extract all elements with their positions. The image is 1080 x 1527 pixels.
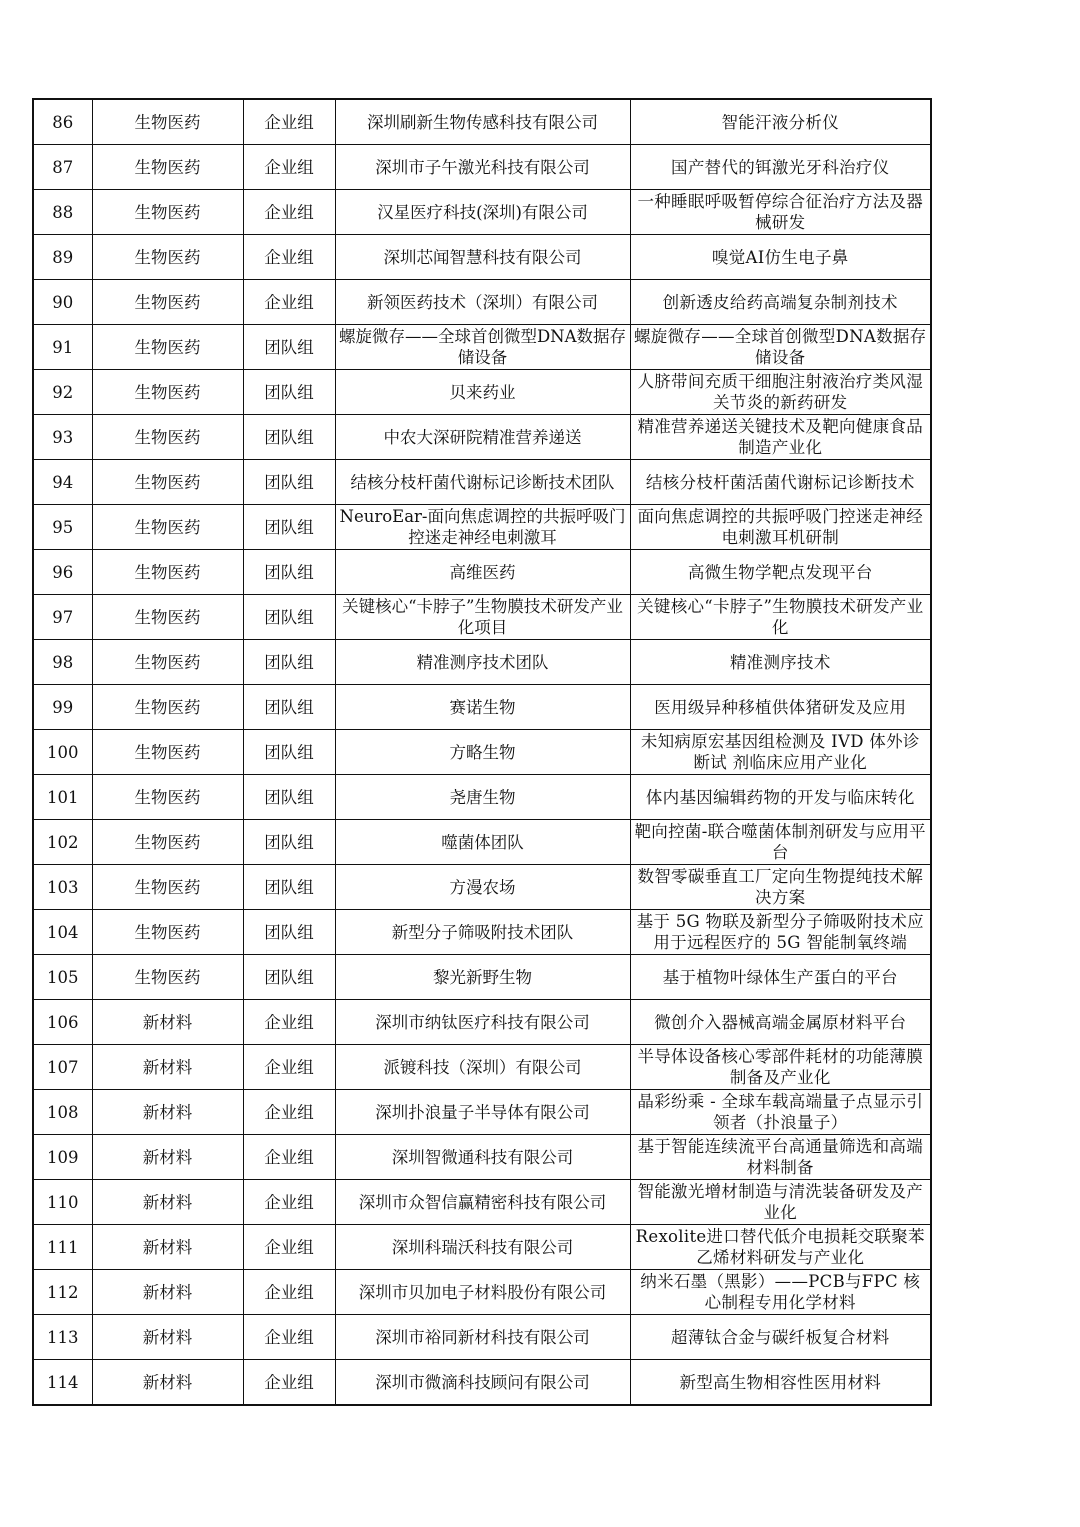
group-cell: 企业组 (243, 1000, 335, 1045)
row-number-cell: 104 (33, 910, 92, 955)
group-cell: 企业组 (243, 1090, 335, 1135)
field-cell: 新材料 (92, 1000, 243, 1045)
entity-name-cell: 深圳市贝加电子材料股份有限公司 (335, 1270, 630, 1315)
table-row (33, 1045, 931, 1090)
entity-name-cell: 结核分枝杆菌代谢标记诊断技术团队 (335, 460, 630, 505)
table-row (33, 370, 931, 415)
field-cell: 新材料 (92, 1360, 243, 1406)
row-number-cell: 107 (33, 1045, 92, 1090)
row-number-cell: 96 (33, 550, 92, 595)
project-name-cell: 国产替代的铒激光牙科治疗仪 (630, 145, 931, 190)
field-cell: 生物医药 (92, 235, 243, 280)
table-row (33, 505, 931, 550)
entity-name-cell: 精准测序技术团队 (335, 640, 630, 685)
entity-name-cell: 深圳扑浪量子半导体有限公司 (335, 1090, 630, 1135)
entity-name-cell: 汉星医疗科技(深圳)有限公司 (335, 190, 630, 235)
table-row (33, 550, 931, 595)
row-number-cell: 113 (33, 1315, 92, 1360)
field-cell: 生物医药 (92, 910, 243, 955)
entity-name-cell: 中农大深研院精准营养递送 (335, 415, 630, 460)
table-row (33, 595, 931, 640)
entity-name-cell: 深圳市纳钛医疗科技有限公司 (335, 1000, 630, 1045)
row-number-cell: 95 (33, 505, 92, 550)
table-row (33, 730, 931, 775)
field-cell: 新材料 (92, 1045, 243, 1090)
project-name-cell: 智能激光增材制造与清洗装备研发及产业化 (630, 1180, 931, 1225)
project-name-cell: 面向焦虑调控的共振呼吸门控迷走神经电刺激耳机研制 (630, 505, 931, 550)
table-row (33, 1135, 931, 1180)
row-number-cell: 102 (33, 820, 92, 865)
field-cell: 新材料 (92, 1135, 243, 1180)
field-cell: 生物医药 (92, 370, 243, 415)
group-cell: 团队组 (243, 865, 335, 910)
field-cell: 生物医药 (92, 460, 243, 505)
project-name-cell: 螺旋微存——全球首创微型DNA数据存储设备 (630, 325, 931, 370)
table-row (33, 685, 931, 730)
project-name-cell: 未知病原宏基因组检测及 IVD 体外诊断试 剂临床应用产业化 (630, 730, 931, 775)
group-cell: 团队组 (243, 820, 335, 865)
project-name-cell: 精准营养递送关键技术及靶向健康食品制造产业化 (630, 415, 931, 460)
project-name-cell: 微创介入器械高端金属原材料平台 (630, 1000, 931, 1045)
project-name-cell: 体内基因编辑药物的开发与临床转化 (630, 775, 931, 820)
row-number-cell: 111 (33, 1225, 92, 1270)
table-row (33, 955, 931, 1000)
row-number-cell: 109 (33, 1135, 92, 1180)
table-row (33, 1360, 931, 1406)
group-cell: 团队组 (243, 640, 335, 685)
entity-name-cell: 螺旋微存——全球首创微型DNA数据存储设备 (335, 325, 630, 370)
table-row (33, 235, 931, 280)
entity-name-cell: 深圳科瑞沃科技有限公司 (335, 1225, 630, 1270)
entity-name-cell: 深圳刷新生物传感科技有限公司 (335, 99, 630, 145)
entity-name-cell: 深圳市众智信赢精密科技有限公司 (335, 1180, 630, 1225)
project-name-cell: 新型高生物相容性医用材料 (630, 1360, 931, 1406)
project-name-cell: 靶向控菌-联合噬菌体制剂研发与应用平台 (630, 820, 931, 865)
field-cell: 新材料 (92, 1225, 243, 1270)
table-row (33, 460, 931, 505)
project-name-cell: 创新透皮给药高端复杂制剂技术 (630, 280, 931, 325)
group-cell: 团队组 (243, 955, 335, 1000)
project-name-cell: 医用级异种移植供体猪研发及应用 (630, 685, 931, 730)
table-row (33, 775, 931, 820)
field-cell: 新材料 (92, 1180, 243, 1225)
field-cell: 生物医药 (92, 865, 243, 910)
entity-name-cell: 噬菌体团队 (335, 820, 630, 865)
group-cell: 团队组 (243, 460, 335, 505)
field-cell: 生物医药 (92, 550, 243, 595)
project-name-cell: 半导体设备核心零部件耗材的功能薄膜制备及产业化 (630, 1045, 931, 1090)
field-cell: 生物医药 (92, 640, 243, 685)
project-name-cell: 基于 5G 物联及新型分子筛吸附技术应用于远程医疗的 5G 智能制氧终端 (630, 910, 931, 955)
group-cell: 团队组 (243, 685, 335, 730)
row-number-cell: 93 (33, 415, 92, 460)
entity-name-cell: 方漫农场 (335, 865, 630, 910)
entity-name-cell: 深圳市微滴科技顾问有限公司 (335, 1360, 630, 1406)
group-cell: 团队组 (243, 910, 335, 955)
project-name-cell: 超薄钛合金与碳纤板复合材料 (630, 1315, 931, 1360)
table-row (33, 99, 931, 145)
table-row (33, 1090, 931, 1135)
row-number-cell: 86 (33, 99, 92, 145)
project-name-cell: 高微生物学靶点发现平台 (630, 550, 931, 595)
entries-table-body (33, 99, 931, 1405)
entity-name-cell: 深圳市裕同新材科技有限公司 (335, 1315, 630, 1360)
row-number-cell: 105 (33, 955, 92, 1000)
row-number-cell: 99 (33, 685, 92, 730)
table-row (33, 145, 931, 190)
table-row (33, 325, 931, 370)
field-cell: 生物医药 (92, 595, 243, 640)
project-name-cell: 精准测序技术 (630, 640, 931, 685)
table-row (33, 910, 931, 955)
row-number-cell: 87 (33, 145, 92, 190)
group-cell: 企业组 (243, 1180, 335, 1225)
field-cell: 生物医药 (92, 685, 243, 730)
project-name-cell: 嗅觉AI仿生电子鼻 (630, 235, 931, 280)
table-row (33, 640, 931, 685)
field-cell: 生物医药 (92, 955, 243, 1000)
entity-name-cell: 新领医药技术（深圳）有限公司 (335, 280, 630, 325)
row-number-cell: 90 (33, 280, 92, 325)
table-row (33, 820, 931, 865)
entity-name-cell: 赛诺生物 (335, 685, 630, 730)
group-cell: 团队组 (243, 415, 335, 460)
project-name-cell: 一种睡眠呼吸暂停综合征治疗方法及器械研发 (630, 190, 931, 235)
project-name-cell: 纳米石墨（黑影）——PCB与FPC 核心制程专用化学材料 (630, 1270, 931, 1315)
table-row (33, 190, 931, 235)
table-row (33, 865, 931, 910)
entity-name-cell: 派镀科技（深圳）有限公司 (335, 1045, 630, 1090)
field-cell: 生物医药 (92, 145, 243, 190)
entity-name-cell: 深圳芯闻智慧科技有限公司 (335, 235, 630, 280)
row-number-cell: 89 (33, 235, 92, 280)
group-cell: 企业组 (243, 1135, 335, 1180)
entity-name-cell: 关键核心“卡脖子”生物膜技术研发产业化项目 (335, 595, 630, 640)
row-number-cell: 110 (33, 1180, 92, 1225)
row-number-cell: 106 (33, 1000, 92, 1045)
group-cell: 企业组 (243, 190, 335, 235)
field-cell: 生物医药 (92, 280, 243, 325)
group-cell: 企业组 (243, 99, 335, 145)
row-number-cell: 94 (33, 460, 92, 505)
group-cell: 企业组 (243, 1315, 335, 1360)
group-cell: 团队组 (243, 550, 335, 595)
project-name-cell: 结核分枝杆菌活菌代谢标记诊断技术 (630, 460, 931, 505)
project-name-cell: 基于植物叶绿体生产蛋白的平台 (630, 955, 931, 1000)
field-cell: 生物医药 (92, 99, 243, 145)
project-name-cell: 关键核心“卡脖子”生物膜技术研发产业化 (630, 595, 931, 640)
field-cell: 新材料 (92, 1270, 243, 1315)
group-cell: 企业组 (243, 235, 335, 280)
group-cell: 企业组 (243, 1225, 335, 1270)
project-name-cell: 智能汗液分析仪 (630, 99, 931, 145)
entity-name-cell: NeuroEar-面向焦虑调控的共振呼吸门控迷走神经电刺激耳 (335, 505, 630, 550)
table-row (33, 280, 931, 325)
row-number-cell: 101 (33, 775, 92, 820)
entity-name-cell: 新型分子筛吸附技术团队 (335, 910, 630, 955)
group-cell: 企业组 (243, 145, 335, 190)
group-cell: 企业组 (243, 280, 335, 325)
table-row (33, 415, 931, 460)
entity-name-cell: 尧唐生物 (335, 775, 630, 820)
table-row (33, 1180, 931, 1225)
group-cell: 企业组 (243, 1045, 335, 1090)
entity-name-cell: 方略生物 (335, 730, 630, 775)
entity-name-cell: 贝来药业 (335, 370, 630, 415)
table-row (33, 1000, 931, 1045)
field-cell: 生物医药 (92, 325, 243, 370)
field-cell: 生物医药 (92, 190, 243, 235)
field-cell: 生物医药 (92, 775, 243, 820)
field-cell: 生物医药 (92, 505, 243, 550)
group-cell: 团队组 (243, 370, 335, 415)
group-cell: 团队组 (243, 775, 335, 820)
entity-name-cell: 深圳智微通科技有限公司 (335, 1135, 630, 1180)
row-number-cell: 103 (33, 865, 92, 910)
row-number-cell: 100 (33, 730, 92, 775)
row-number-cell: 112 (33, 1270, 92, 1315)
row-number-cell: 97 (33, 595, 92, 640)
row-number-cell: 108 (33, 1090, 92, 1135)
entity-name-cell: 黎光新野生物 (335, 955, 630, 1000)
group-cell: 企业组 (243, 1360, 335, 1406)
group-cell: 团队组 (243, 595, 335, 640)
field-cell: 生物医药 (92, 730, 243, 775)
field-cell: 生物医药 (92, 820, 243, 865)
group-cell: 团队组 (243, 730, 335, 775)
entries-table (32, 98, 932, 1406)
group-cell: 团队组 (243, 325, 335, 370)
row-number-cell: 92 (33, 370, 92, 415)
group-cell: 团队组 (243, 505, 335, 550)
field-cell: 新材料 (92, 1090, 243, 1135)
row-number-cell: 91 (33, 325, 92, 370)
group-cell: 企业组 (243, 1270, 335, 1315)
row-number-cell: 98 (33, 640, 92, 685)
field-cell: 新材料 (92, 1315, 243, 1360)
project-name-cell: 晶彩纷乘 - 全球车载高端量子点显示引领者（扑浪量子） (630, 1090, 931, 1135)
entity-name-cell: 深圳市子午激光科技有限公司 (335, 145, 630, 190)
project-name-cell: 基于智能连续流平台高通量筛选和高端材料制备 (630, 1135, 931, 1180)
row-number-cell: 114 (33, 1360, 92, 1406)
entity-name-cell: 高维医药 (335, 550, 630, 595)
project-name-cell: Rexolite进口替代低介电损耗交联聚苯乙烯材料研发与产业化 (630, 1225, 931, 1270)
project-name-cell: 人脐带间充质干细胞注射液治疗类风湿关节炎的新药研发 (630, 370, 931, 415)
table-row (33, 1315, 931, 1360)
project-name-cell: 数智零碳垂直工厂定向生物提纯技术解决方案 (630, 865, 931, 910)
field-cell: 生物医药 (92, 415, 243, 460)
row-number-cell: 88 (33, 190, 92, 235)
table-row (33, 1225, 931, 1270)
table-row (33, 1270, 931, 1315)
